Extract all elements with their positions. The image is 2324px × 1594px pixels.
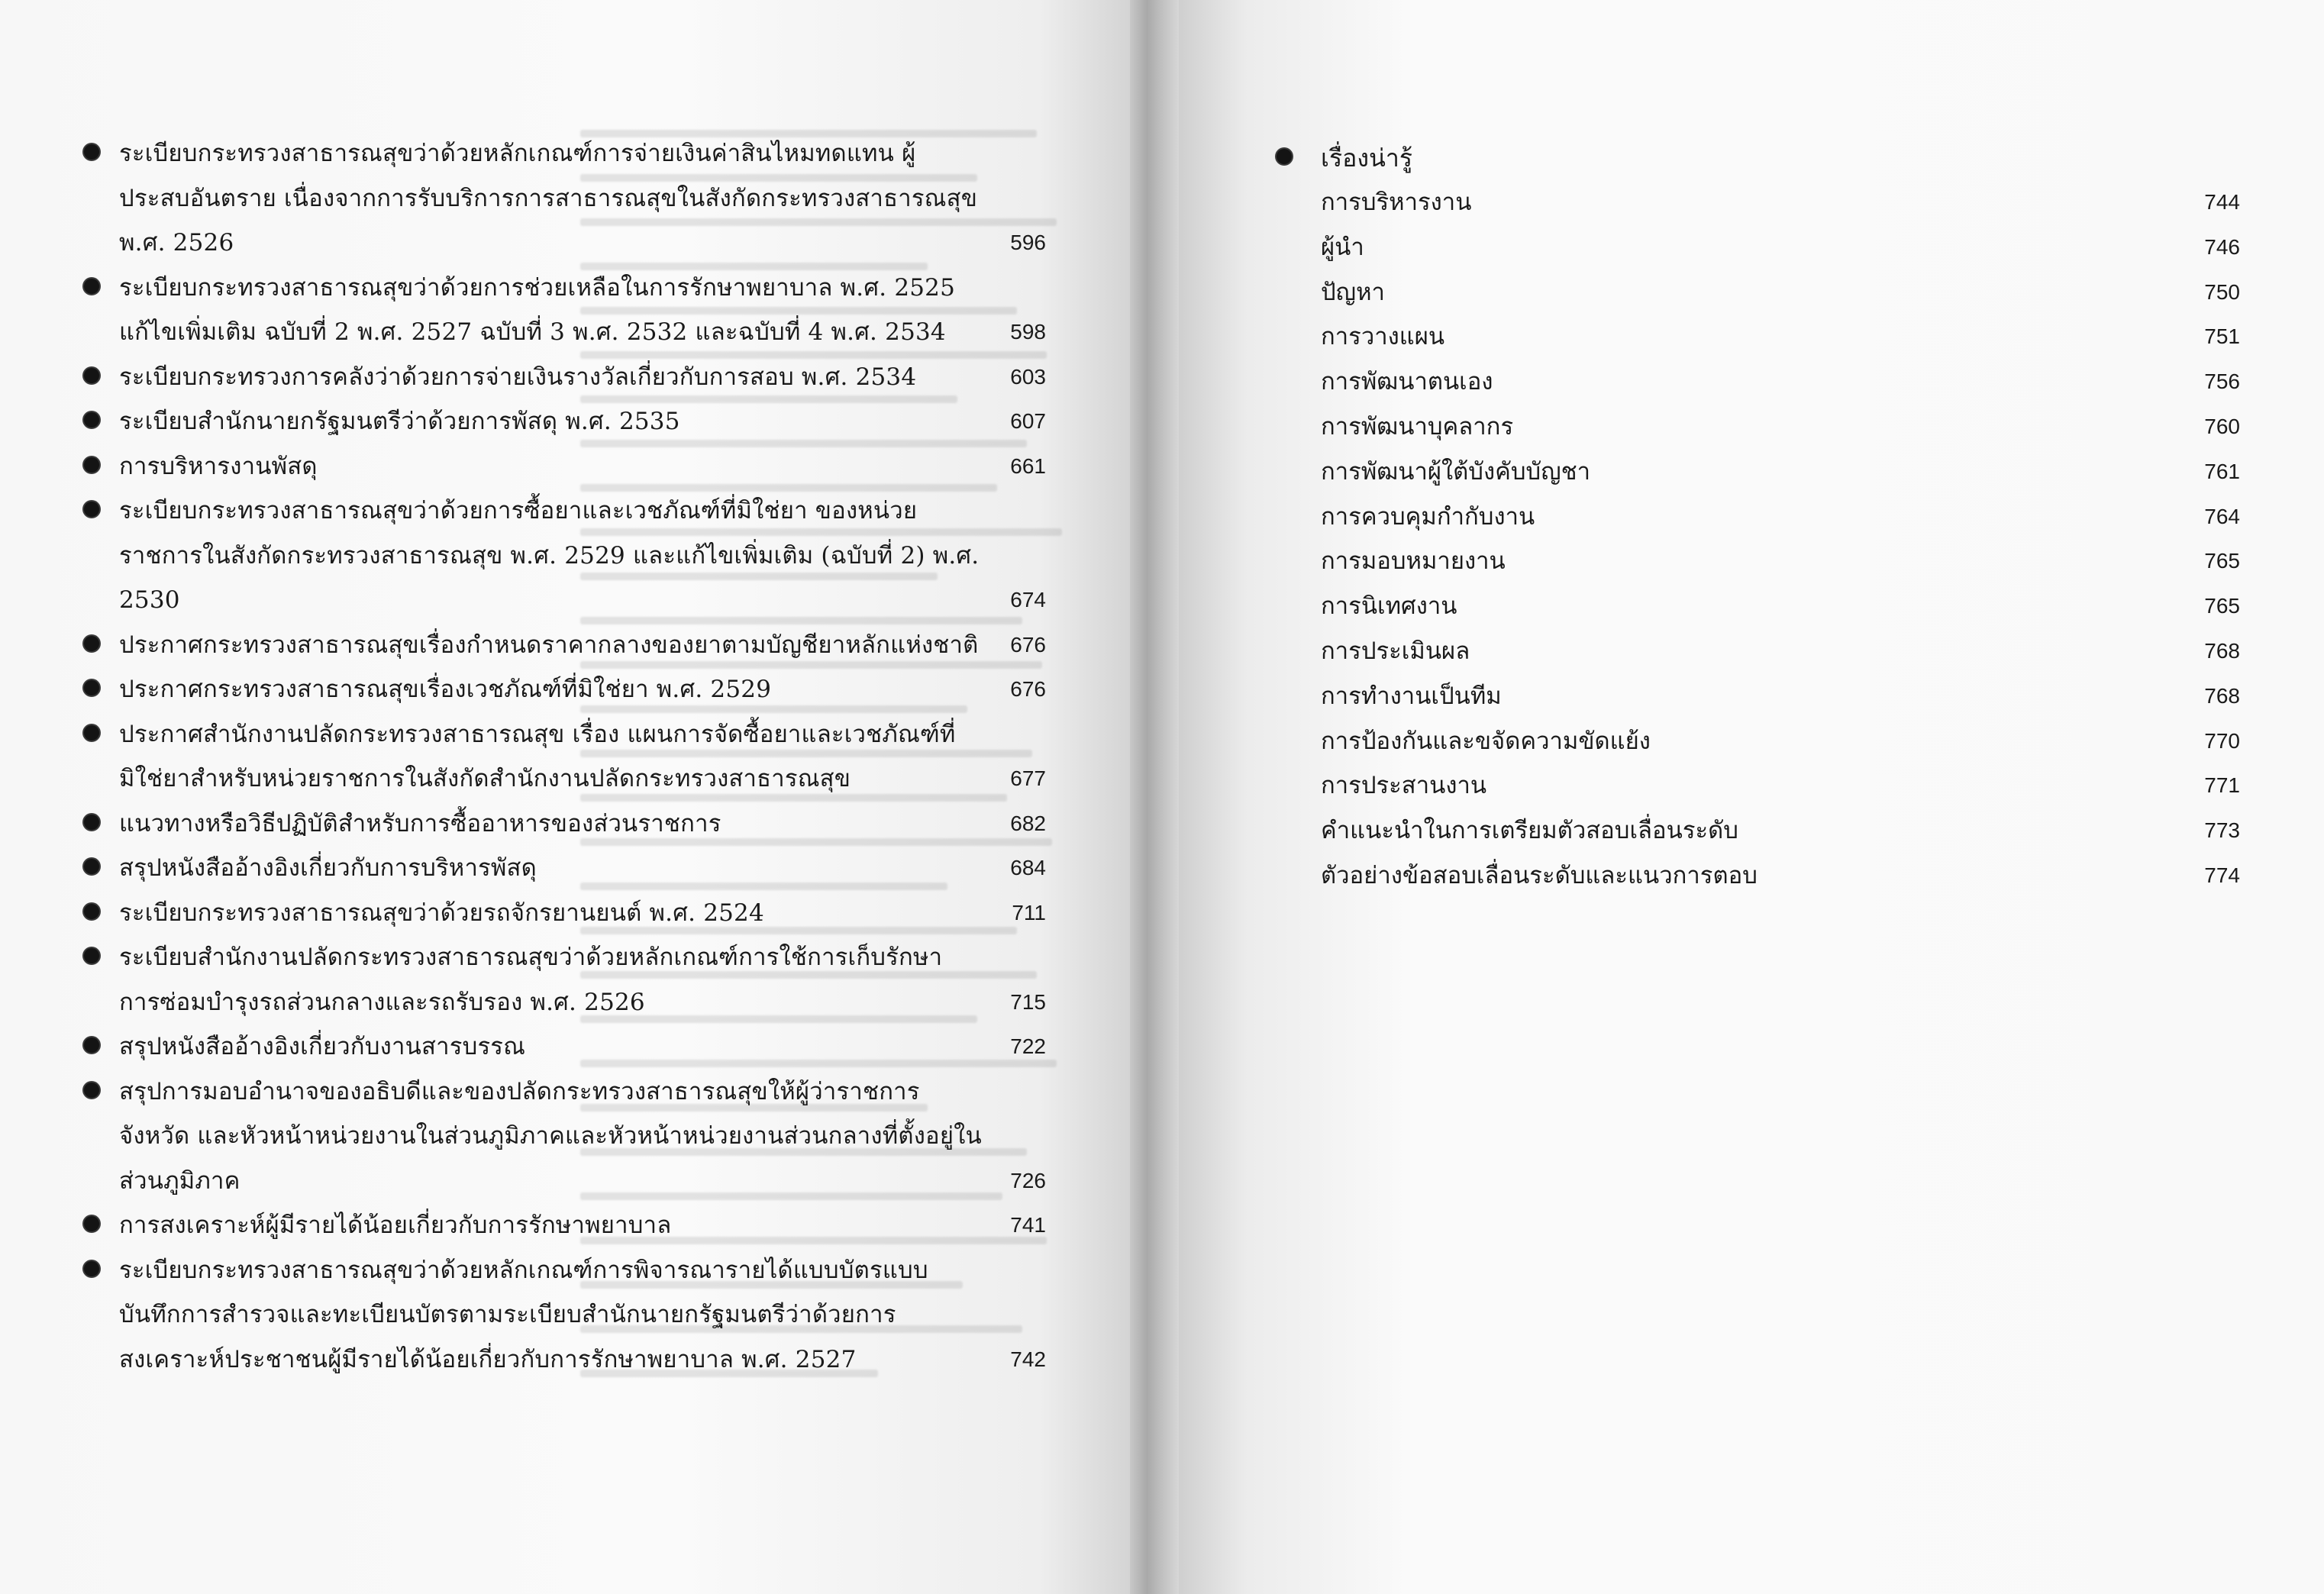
toc-entry-title: ตัวอย่างข้อสอบเลื่อนระดับและแนวการตอบ <box>1321 861 1758 889</box>
toc-entry[interactable] <box>84 1024 1054 1070</box>
toc-entry-page: 742 <box>1010 1347 1046 1371</box>
toc-entry-title: การนิเทศงาน <box>1321 592 1457 621</box>
bullet-icon <box>84 1083 99 1098</box>
toc-entry-title: การพัฒนาผู้ใต้บังคับบัญชา <box>1321 457 1591 486</box>
toc-sub-entry[interactable] <box>1277 853 2254 899</box>
toc-entry-page: 711 <box>1012 900 1046 924</box>
toc-entry[interactable] <box>84 489 1054 623</box>
toc-sub-entry[interactable] <box>1277 225 2254 270</box>
bullet-icon <box>84 815 99 830</box>
toc-entry-title: การวางแผน <box>1321 323 1445 351</box>
toc-entry-page: 770 <box>2204 728 2240 753</box>
toc-entry-page: 682 <box>1010 811 1046 835</box>
toc-entry-page: 760 <box>2204 414 2240 438</box>
sub-entry-list <box>1277 180 2254 899</box>
toc-entry-page: 676 <box>1010 677 1046 701</box>
toc-entry-page: 596 <box>1010 231 1046 254</box>
toc-entry-page: 765 <box>2204 549 2240 573</box>
toc-entry-title: การมอบหมายงาน <box>1321 547 1506 576</box>
bullet-icon <box>84 457 99 473</box>
toc-entry[interactable] <box>84 1070 1054 1204</box>
bullet-icon <box>84 1037 99 1053</box>
book-gutter <box>1130 0 1179 1594</box>
toc-entry[interactable] <box>84 399 1054 444</box>
toc-entry-title: ผู้นำ <box>1321 233 1364 261</box>
toc-entry-page: 773 <box>2204 818 2240 843</box>
toc-entry[interactable] <box>84 802 1054 847</box>
toc-entry-title: คำแนะนำในการเตรียมตัวสอบเลื่อนระดับ <box>1321 817 1738 845</box>
toc-entry-page: 750 <box>2204 279 2240 304</box>
toc-entry-title: การควบคุมกำกับงาน <box>1321 502 1535 531</box>
toc-entry-page: 726 <box>1010 1168 1046 1192</box>
toc-entry-page: 722 <box>1010 1034 1046 1058</box>
toc-entry-page: 761 <box>2204 459 2240 483</box>
toc-entry-page: 765 <box>2204 594 2240 618</box>
toc-sub-entry[interactable] <box>1277 360 2254 405</box>
bullet-icon <box>84 1261 99 1276</box>
toc-entry[interactable] <box>84 846 1054 891</box>
toc-entry-title: สรุปการมอบอำนาจของอธิบดีและของปลัดกระทรวงสาธารณสุขให้ผู้ว่าราชการจังหวัด และหัวหน้าหน่วยงานในส่วนภูมิภาคและหัวหน้าหน่วยงานส่วนกลางที่ตั้งอยู่ในส่วนภูมิภาค <box>119 1077 982 1195</box>
bullet-icon <box>1277 149 1292 164</box>
toc-sub-entry[interactable] <box>1277 719 2254 764</box>
toc-entry-title: ปัญหา <box>1321 278 1385 306</box>
section-heading-text: เรื่องน่ารู้ <box>1321 144 1412 173</box>
toc-entry-page: 741 <box>1010 1213 1046 1237</box>
section-heading <box>1277 136 2254 180</box>
bullet-icon <box>84 948 99 963</box>
toc-entry-page: 768 <box>2204 638 2240 663</box>
toc-entry[interactable] <box>84 355 1054 400</box>
toc-entry-page: 598 <box>1010 320 1046 344</box>
toc-entry-title: สรุปหนังสืออ้างอิงเกี่ยวกับการบริหารพัสดุ <box>119 854 537 882</box>
toc-entry-title: ระเบียบกระทรวงการคลังว่าด้วยการจ่ายเงินรางวัลเกี่ยวกับการสอบ พ.ศ. 2534 <box>119 363 917 391</box>
toc-entry[interactable] <box>84 1248 1054 1383</box>
toc-entry[interactable] <box>84 667 1054 712</box>
left-page <box>0 0 1130 1594</box>
toc-list-left <box>84 131 1054 1382</box>
toc-entry[interactable] <box>84 131 1054 266</box>
toc-entry-title: การพัฒนาตนเอง <box>1321 368 1493 396</box>
toc-sub-entry[interactable] <box>1277 674 2254 719</box>
toc-entry-title: การบริหารงานพัสดุ <box>119 452 318 480</box>
toc-entry-title: ประกาศกระทรวงสาธารณสุขเรื่องเวชภัณฑ์ที่มิใช่ยา พ.ศ. 2529 <box>119 676 772 703</box>
toc-entry-page: 756 <box>2204 369 2240 394</box>
toc-entry-page: 607 <box>1010 409 1046 433</box>
toc-entry-page: 684 <box>1010 856 1046 879</box>
toc-sub-entry[interactable] <box>1277 270 2254 315</box>
toc-entry-page: 774 <box>2204 863 2240 887</box>
toc-entry-title: การประสานงาน <box>1321 772 1487 800</box>
toc-entry[interactable] <box>84 266 1054 355</box>
toc-entry-page: 677 <box>1010 766 1046 790</box>
toc-entry-title: สรุปหนังสืออ้างอิงเกี่ยวกับงานสารบรรณ <box>119 1033 526 1060</box>
bullet-icon <box>84 1216 99 1231</box>
toc-entry-title: ประกาศกระทรวงสาธารณสุขเรื่องกำหนดราคากลางของยาตามบัญชียาหลักแห่งชาติ <box>119 631 979 659</box>
bullet-icon <box>84 636 99 651</box>
toc-list-right <box>1277 136 2254 899</box>
toc-entry-title: ระเบียบกระทรวงสาธารณสุขว่าด้วยหลักเกณฑ์การจ่ายเงินค่าสินไหมทดแทน ผู้ประสบอันตราย เนื่องจากการรับบริการการสาธารณสุขในสังกัดกระทรวงสาธารณสุข พ.ศ. 2526 <box>119 140 978 257</box>
toc-entry-page: 661 <box>1010 453 1046 478</box>
bullet-icon <box>84 144 99 160</box>
toc-sub-entry[interactable] <box>1277 808 2254 853</box>
toc-entry[interactable] <box>84 444 1054 489</box>
bullet-icon <box>84 279 99 294</box>
bullet-icon <box>84 725 99 741</box>
toc-entry-title: ระเบียบสำนักงานปลัดกระทรวงสาธารณสุขว่าด้วยหลักเกณฑ์การใช้การเก็บรักษา การซ่อมบำรุงรถส่วนกลางและรถรับรอง พ.ศ. 2526 <box>119 944 943 1016</box>
toc-sub-entry[interactable] <box>1277 450 2254 495</box>
bullet-icon <box>84 904 99 919</box>
toc-entry-page: 771 <box>2204 773 2240 798</box>
bullet-icon <box>84 412 99 428</box>
toc-entry-title: ระเบียบกระทรวงสาธารณสุขว่าด้วยการซื้อยาและเวชภัณฑ์ที่มิใช่ยา ของหน่วยราชการในสังกัดกระทรวงสาธารณสุข พ.ศ. 2529 และแก้ไขเพิ่มเติม (ฉบับที่ 2) พ.ศ. 2530 <box>119 497 980 614</box>
toc-entry-page: 674 <box>1010 588 1046 611</box>
toc-sub-entry[interactable] <box>1277 180 2254 225</box>
toc-entry-page: 764 <box>2204 504 2240 528</box>
toc-entry[interactable] <box>84 712 1054 802</box>
bullet-icon <box>84 368 99 383</box>
toc-entry-page: 603 <box>1010 364 1046 389</box>
toc-entry-title: แนวทางหรือวิธีปฏิบัติสำหรับการซื้ออาหารของส่วนราชการ <box>119 809 721 837</box>
toc-entry[interactable] <box>84 935 1054 1024</box>
toc-entry-title: ระเบียบกระทรวงสาธารณสุขว่าด้วยการช่วยเหลือในการรักษาพยาบาล พ.ศ. 2525 แก้ไขเพิ่มเติม ฉบับที่ 2 พ.ศ. 2527 ฉบับที่ 3 พ.ศ. 2532 และฉบับที่ 4 พ.ศ. 2534 <box>119 273 956 346</box>
toc-entry-title: การป้องกันและขจัดความขัดแย้ง <box>1321 727 1651 755</box>
toc-entry-page: 676 <box>1010 632 1046 657</box>
toc-entry-title: การพัฒนาบุคลากร <box>1321 412 1514 440</box>
toc-sub-entry[interactable] <box>1277 763 2254 808</box>
toc-entry[interactable] <box>84 1203 1054 1248</box>
toc-entry-page: 768 <box>2204 683 2240 708</box>
toc-entry-page: 744 <box>2204 190 2240 214</box>
toc-entry-title: การประเมินผล <box>1321 637 1470 665</box>
toc-sub-entry[interactable] <box>1277 629 2254 674</box>
toc-entry-title: การสงเคราะห์ผู้มีรายได้น้อยเกี่ยวกับการรักษาพยาบาล <box>119 1212 672 1239</box>
bullet-icon <box>84 680 99 695</box>
toc-sub-entry[interactable] <box>1277 495 2254 540</box>
toc-sub-entry[interactable] <box>1277 539 2254 584</box>
toc-entry[interactable] <box>84 623 1054 668</box>
toc-entry-title: ระเบียบกระทรวงสาธารณสุขว่าด้วยรถจักรยานยนต์ พ.ศ. 2524 <box>119 899 764 927</box>
bullet-icon <box>84 502 99 517</box>
toc-entry-title: การทำงานเป็นทีม <box>1321 682 1502 710</box>
toc-entry-title: ระเบียบสำนักนายกรัฐมนตรีว่าด้วยการพัสดุ พ.ศ. 2535 <box>119 408 680 435</box>
toc-entry-title: การบริหารงาน <box>1321 189 1472 216</box>
toc-entry-page: 715 <box>1010 989 1046 1014</box>
toc-entry-title: ระเบียบกระทรวงสาธารณสุขว่าด้วยหลักเกณฑ์การพิจารณารายได้แบบบัตรแบบบันทึกการสำรวจและทะเบียนบัตรตามระเบียบสำนักนายกรัฐมนตรีว่าด้วยการสงเคราะห์ประชาชนผู้มีรายได้น้อยเกี่ยวกับการรักษาพยาบาล พ.ศ. 2527 <box>119 1256 928 1373</box>
toc-entry-title: ประกาศสำนักงานปลัดกระทรวงสาธารณสุข เรื่อง แผนการจัดซื้อยาและเวชภัณฑ์ที่มิใช่ยาสำหรับหน่วยราชการในสังกัดสำนักงานปลัดกระทรวงสาธารณสุข <box>119 720 956 792</box>
toc-sub-entry[interactable] <box>1277 584 2254 629</box>
toc-sub-entry[interactable] <box>1277 315 2254 360</box>
toc-entry-page: 751 <box>2204 324 2240 349</box>
toc-entry[interactable] <box>84 891 1054 936</box>
toc-sub-entry[interactable] <box>1277 405 2254 450</box>
bullet-icon <box>84 859 99 874</box>
toc-entry-page: 746 <box>2204 234 2240 259</box>
